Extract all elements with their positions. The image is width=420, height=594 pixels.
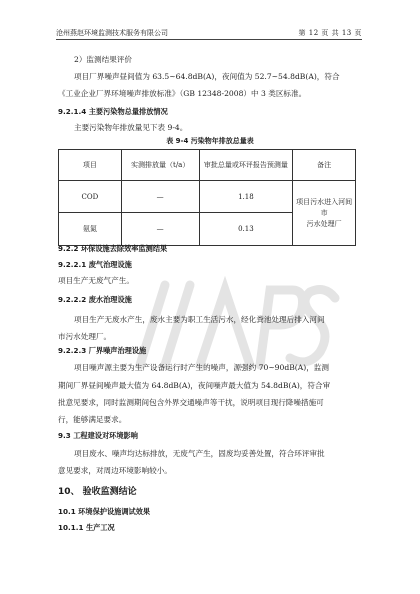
section-title-9-2-2: 9.2.2 环保设施去除效率监测结果: [58, 244, 168, 253]
table-note-line: 污水处理厂: [306, 219, 342, 228]
paragraph-line: 项目生产无废气产生。: [58, 276, 134, 285]
header-org: 沧州燕赵环境监测技术服务有限公司: [56, 29, 168, 37]
paragraph-line: 意见要求，对周边环境影响较小。: [58, 466, 172, 475]
paragraph-line: 项目废水、噪声均达标排放，无废气产生，固废均妥善处置，符合环评审批: [74, 449, 325, 458]
table-cell: —: [121, 213, 199, 246]
paragraph-line: 期间厂界昼间噪声最大值为 64.8dB(A)，夜间噪声最大值为 54.8dB(A)，符合审: [58, 381, 331, 390]
section-title-evaluation: 2）监测结果评价: [74, 55, 132, 64]
paragraph-line: 行，能够满足要求。: [58, 415, 127, 424]
section-title-9-3: 9.3 工程建设对环境影响: [58, 431, 138, 440]
paragraph-line: 项目厂界噪声昼间值为 63.5~64.8dB(A)，夜间值为 52.7~54.8dB(A)，符合: [74, 72, 340, 81]
table-header-row: [59, 150, 356, 181]
paragraph-line: 主要污染物年排放量见下表 9-4。: [74, 123, 188, 132]
paragraph-line: 《工业企业厂界环境噪声排放标准》（GB 12348-2008）中 3 类区标准。: [58, 89, 307, 98]
table-row: [59, 181, 356, 213]
header-page-number: 第 12 页 共 13 页: [298, 29, 362, 37]
subsection-title: 9.2.2.3 厂界噪声治理设施: [58, 346, 147, 355]
section-title-10-1-1: 10.1.1 生产工况: [58, 523, 115, 532]
subsection-title: 9.2.2.1 废气治理设施: [58, 260, 132, 269]
table-note-line: 项目污水进入河间市: [296, 197, 353, 217]
page-header: [56, 27, 362, 40]
table-header-cell: 备注: [293, 150, 356, 181]
paragraph-line: 批意见要求，同时监测期间包含外界交通噪声等干扰，说明项目现行降噪措施可: [58, 398, 324, 407]
chapter-title-10: 10、 验收监测结论: [58, 487, 137, 497]
table-header-cell: 项目: [59, 150, 122, 181]
subsection-title: 9.2.2.2 废水治理设施: [58, 295, 132, 304]
table-header-cell: 审批总量或环评报告预测量: [199, 150, 293, 181]
section-title-9-2-1-4: 9.2.1.4 主要污染物总量排放情况: [58, 107, 168, 116]
paragraph-line: 市污水处理厂。: [58, 332, 112, 341]
table-caption: 表 9-4 污染物年排放总量表: [166, 137, 254, 145]
paragraph-line: 项目生产无废水产生，废水主要为职工生活污水，经化粪池处理后排入河间: [74, 315, 325, 324]
table-note-cell: [293, 181, 356, 246]
section-title-10-1: 10.1 环境保护设施调试效果: [58, 507, 151, 516]
paragraph-line: 项目噪声源主要为生产设备运行时产生的噪声，源强约 70~90dB(A)，监测: [74, 363, 329, 372]
table-header-cell: 实测排放量（t/a）: [121, 150, 199, 181]
table-cell: COD: [59, 181, 122, 213]
pollutant-table: [58, 149, 356, 246]
table-cell: —: [121, 181, 199, 213]
table-cell: 氨氮: [59, 213, 122, 246]
table-cell: 1.18: [199, 181, 293, 213]
table-cell: 0.13: [199, 213, 293, 246]
